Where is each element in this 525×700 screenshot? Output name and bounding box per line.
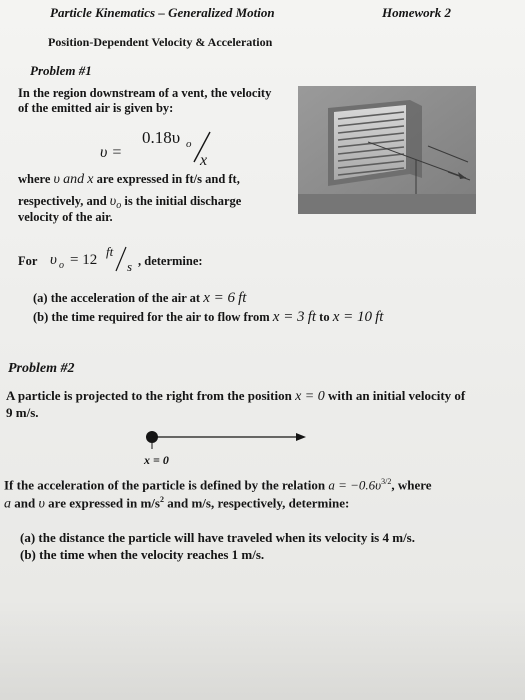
symbol-v0: υ [109,194,117,209]
problem2-intro-text-2: with an initial velocity of [328,388,466,403]
problem1-respectively-line [18,194,241,211]
unit-slash [114,246,128,272]
symbol-v: υ [53,172,60,187]
units-text-2: and m/s, respectively, determine: [167,495,350,511]
equation-denominator: x [200,152,208,169]
problem1-part-a [33,290,246,307]
units-squared: 2 [159,495,164,504]
vent-figure [298,86,476,214]
text-for: For [18,254,38,268]
unit-ft: ft [106,244,114,259]
document-title: Particle Kinematics – Generalized Motion [50,5,275,20]
accel-exponent: 3/2 [381,477,392,486]
problem1-intro-line1: In the region downstream of a vent, the velocity [18,86,272,100]
problem2-intro-text: A particle is projected to the right from the position [6,388,292,403]
part-b-unit-2: ft [375,309,384,325]
symbol-x: x [87,172,94,187]
origin-label: x = 0 [144,453,169,467]
problem2-intro-line [6,388,465,405]
part-b-equation-2: x = 10 [332,309,372,325]
equation-numerator: 0.18υ [142,128,181,147]
symbol-v-2: υ [38,496,45,512]
given-value: = 12 [70,252,98,268]
problem1-intro-line2: of the emitted air is given by: [18,101,174,115]
accel-text: If the acceleration of the particle is defined by the relation [4,477,326,493]
part-b-unit-1: ft [307,309,317,325]
part-b-equation-1: x = 3 [272,309,305,325]
problem2-part-b: (b) the time when the velocity reaches 1 m/s. [20,547,265,562]
given-velocity-line [14,244,334,278]
problem2-heading: Problem #2 [8,361,75,376]
text-where: where [18,172,51,186]
text-units: are expressed in ft/s and ft, [96,172,240,186]
problem1-where-line [18,172,240,188]
text-and-2: and [14,495,36,511]
velocity-arrow-head [296,433,306,441]
part-b-text: (b) the time required for the air to flow from [33,310,270,324]
symbol-v0-given: υ [50,252,57,268]
problem2-initial-velocity: 9 m/s. [6,405,39,420]
homework-label: Homework 2 [382,5,451,20]
accel-equation: a = −0.6υ [328,477,382,493]
units-text: are expressed in m/s [48,495,160,511]
equation-lhs: υ = [100,144,123,161]
symbol-v0-given-subscript: o [59,260,64,271]
text-and: and [63,172,85,187]
unit-s: s [127,259,133,274]
accel-where: , where [391,477,432,493]
velocity-equation [90,126,230,172]
particle-diagram [140,426,320,450]
problem1-heading: Problem #1 [30,63,92,78]
document-subtitle: Position-Dependent Velocity & Acceleration [48,35,273,49]
part-b-to: to [319,310,330,324]
symbol-a: a [4,496,11,512]
problem2-acceleration-line [4,477,432,493]
problem2-part-a: (a) the distance the particle will have traveled when its velocity is 4 m/s. [20,530,415,545]
text-initial-discharge: is the initial discharge [124,194,242,208]
problem2-units-line [4,495,349,512]
paper-shadow [0,600,525,700]
equation-numerator-subscript: o [186,138,192,150]
symbol-v0-subscript: o [116,200,122,211]
problem1-velocity-of-air: velocity of the air. [18,210,113,224]
part-a-text: (a) the acceleration of the air at [33,291,201,305]
text-respectively: respectively, and [18,194,107,208]
vent-illustration [298,86,476,214]
text-determine: , determine: [138,254,203,268]
part-a-unit: ft [238,290,247,306]
part-a-equation: x = 6 [203,290,235,306]
problem2-intro-equation: x = 0 [295,389,325,404]
problem1-part-b [33,309,383,326]
